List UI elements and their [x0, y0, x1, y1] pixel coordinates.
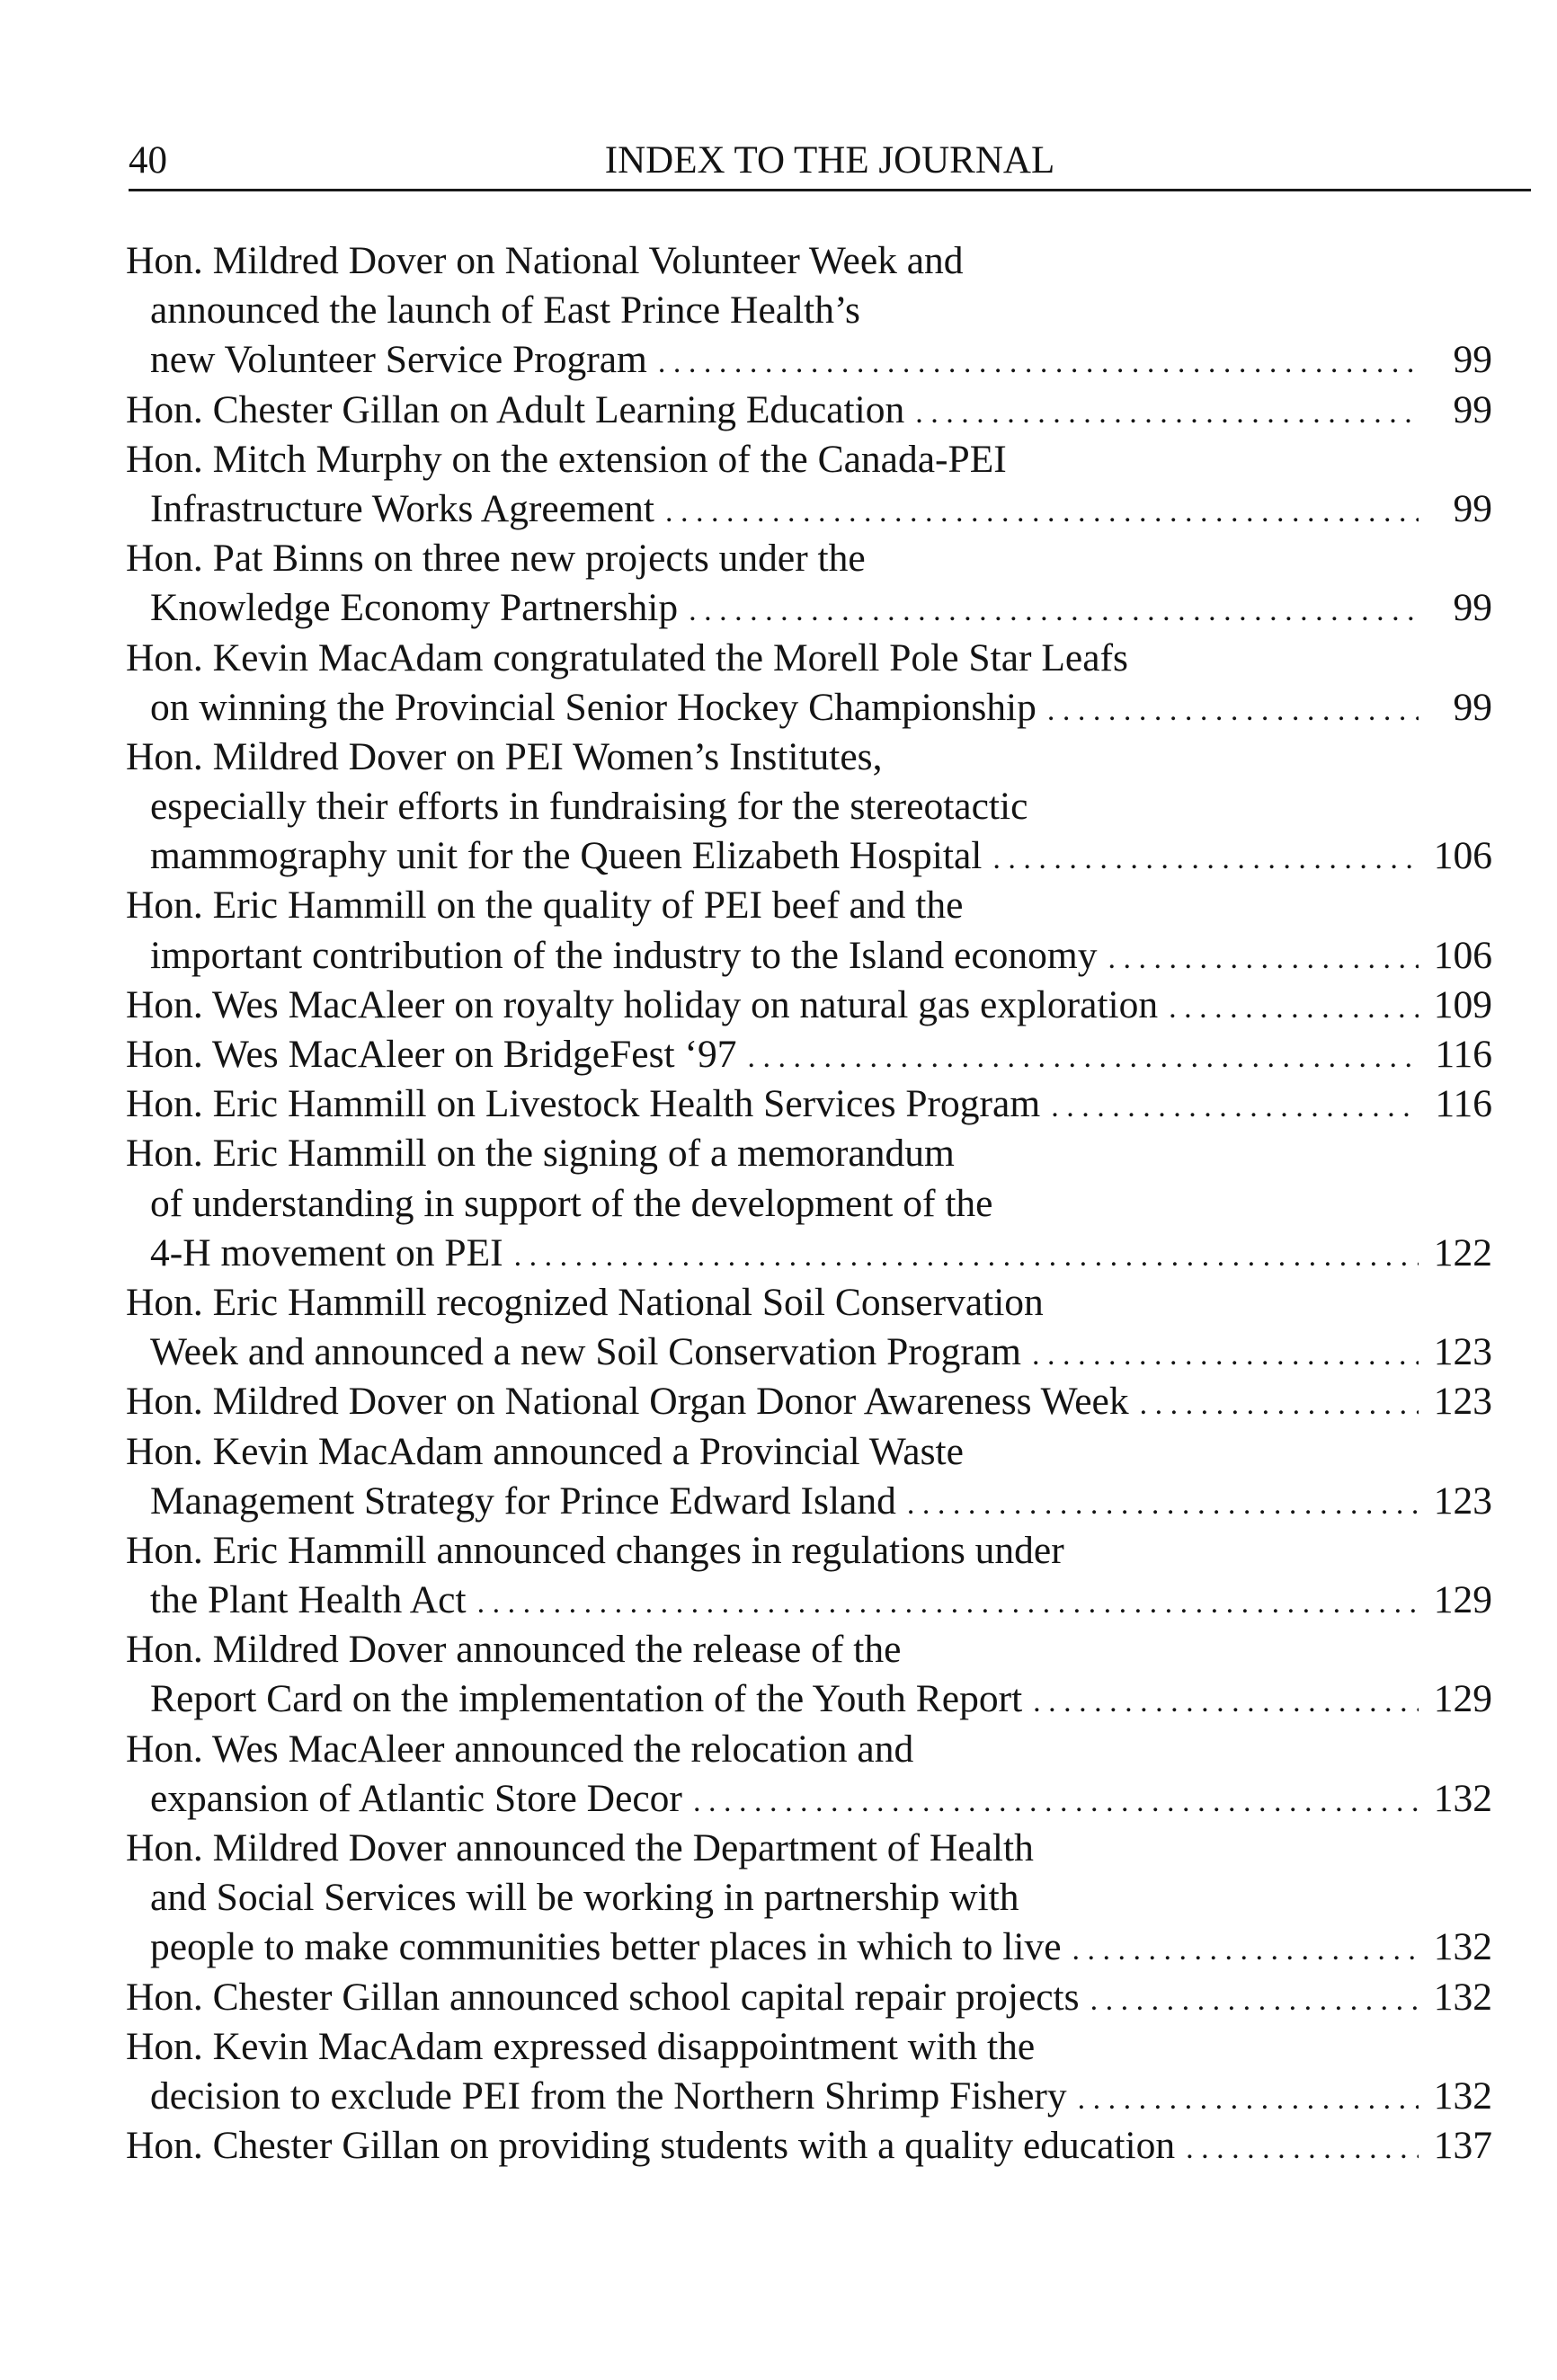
entry-line: Hon. Mildred Dover announced the release of the — [126, 1628, 902, 1672]
entry-final-line — [126, 1973, 1492, 2022]
page-reference: 99 — [1453, 586, 1492, 630]
entry-line: Hon. Mitch Murphy on the extension of the Canada-PEI — [126, 437, 1007, 481]
running-title: INDEX TO THE JOURNAL — [604, 139, 1055, 182]
entry-line: Hon. Wes MacAleer on royalty holiday on natural gas exploration — [126, 982, 1159, 1026]
dot-leader — [477, 1578, 1419, 1628]
entry-line: Report Card on the implementation of the Youth Report — [150, 1677, 1023, 1721]
page-reference: 132 — [1433, 1925, 1492, 1969]
entry-line: Infrastructure Works Agreement — [150, 486, 654, 530]
index-entry — [126, 981, 1492, 1030]
entry-line: Hon. Wes MacAleer announced the relocation and — [126, 1727, 914, 1771]
entry-line: Hon. Mildred Dover announced the Department of Health — [126, 1826, 1034, 1869]
page-reference: 99 — [1453, 387, 1492, 431]
entry-line: 4-H movement on PEI — [150, 1230, 503, 1274]
index-entry — [126, 1377, 1492, 1426]
entry-final-line — [126, 1328, 1492, 1377]
page-reference: 99 — [1453, 685, 1492, 729]
dot-leader — [992, 834, 1419, 884]
page-reference: 122 — [1433, 1230, 1492, 1274]
entry-line: Hon. Chester Gillan announced school capital repair projects — [126, 1975, 1080, 2019]
index-entry — [126, 1625, 1492, 1724]
dot-leader — [1090, 1976, 1419, 2025]
entry-line: Management Strategy for Prince Edward Island — [150, 1479, 896, 1523]
entry-final-line — [126, 931, 1492, 981]
index-entry — [126, 1824, 1492, 1973]
entry-line: expansion of Atlantic Store Decor — [150, 1776, 682, 1820]
dot-leader — [514, 1231, 1419, 1281]
page-reference: 129 — [1433, 1677, 1492, 1721]
index-entry — [126, 634, 1492, 733]
entry-line: Hon. Mildred Dover on National Volunteer Week and — [126, 239, 964, 282]
entry-final-line — [126, 1774, 1492, 1824]
entry-final-line — [126, 386, 1492, 435]
page-reference: 99 — [1453, 338, 1492, 382]
entry-line: and Social Services will be working in partnership with — [150, 1876, 1019, 1920]
index-entry — [126, 1973, 1492, 2022]
entry-line: especially their efforts in fundraising for the stereotactic — [150, 785, 1028, 829]
dot-leader — [1072, 1925, 1419, 1975]
entry-final-line — [126, 1576, 1492, 1625]
index-entry — [126, 2022, 1492, 2121]
entry-final-line — [126, 583, 1492, 633]
entry-final-line — [126, 1377, 1492, 1426]
entry-line: Hon. Mildred Dover on PEI Women’s Institutes, — [126, 734, 883, 778]
page-reference: 116 — [1435, 1033, 1492, 1076]
page-reference: 123 — [1433, 1479, 1492, 1523]
index-entry — [126, 1526, 1492, 1625]
dot-leader — [1078, 2074, 1419, 2124]
page-reference: 109 — [1433, 982, 1492, 1026]
entry-line: Hon. Kevin MacAdam announced a Provincial Waste — [126, 1429, 964, 1473]
entry-final-line — [126, 1674, 1492, 1724]
page-reference: 99 — [1453, 486, 1492, 530]
entry-final-line — [126, 335, 1492, 385]
entry-line: Hon. Eric Hammill on the signing of a memorandum — [126, 1132, 955, 1176]
index-entries — [126, 236, 1492, 2171]
entry-line: Hon. Mildred Dover on National Organ Donor Awareness Week — [126, 1380, 1129, 1424]
index-entry — [126, 1030, 1492, 1079]
dot-leader — [1033, 1677, 1419, 1727]
index-entry — [126, 2121, 1492, 2171]
entry-final-line — [126, 1079, 1492, 1129]
entry-line: Hon. Wes MacAleer on BridgeFest ‘97 — [126, 1033, 737, 1076]
entry-line: Hon. Eric Hammill announced changes in regulations under — [126, 1528, 1064, 1572]
page-header — [129, 124, 1531, 191]
index-entry — [126, 1427, 1492, 1526]
entry-final-line — [126, 2072, 1492, 2121]
dot-leader — [689, 586, 1419, 635]
page-reference: 123 — [1433, 1380, 1492, 1424]
index-entry — [126, 386, 1492, 435]
index-entry — [126, 236, 1492, 386]
page-number: 40 — [129, 139, 167, 182]
page-reference: 106 — [1433, 834, 1492, 878]
entry-line: Hon. Pat Binns on three new projects under the — [126, 537, 866, 581]
entry-final-line — [126, 981, 1492, 1030]
dot-leader — [1051, 1082, 1419, 1132]
entry-line: on winning the Provincial Senior Hockey Championship — [150, 685, 1037, 729]
dot-leader — [1186, 2124, 1419, 2173]
dot-leader — [915, 388, 1419, 438]
dot-leader — [1047, 686, 1419, 735]
entry-line: Hon. Chester Gillan on providing students with a quality education — [126, 2124, 1176, 2168]
entry-line: mammography unit for the Queen Elizabeth Hospital — [150, 834, 983, 878]
entry-line: of understanding in support of the development of the — [150, 1181, 993, 1225]
page-reference: 132 — [1433, 1975, 1492, 2019]
dot-leader — [1032, 1330, 1419, 1380]
dot-leader — [907, 1479, 1419, 1529]
index-entry — [126, 1278, 1492, 1377]
index-entry — [126, 534, 1492, 633]
index-entry — [126, 881, 1492, 980]
page-reference: 123 — [1433, 1330, 1492, 1374]
dot-leader — [1108, 934, 1419, 983]
page-reference: 132 — [1433, 2074, 1492, 2118]
entry-line: Hon. Eric Hammill on the quality of PEI beef and the — [126, 884, 964, 928]
entry-line: Hon. Kevin MacAdam congratulated the Morell Pole Star Leafs — [126, 635, 1128, 679]
entry-line: decision to exclude PEI from the Northern Shrimp Fishery — [150, 2074, 1067, 2118]
entry-line: Hon. Kevin MacAdam expressed disappointment with the — [126, 2024, 1036, 2068]
index-entry — [126, 435, 1492, 534]
entry-line: Knowledge Economy Partnership — [150, 586, 679, 630]
index-entry — [126, 1129, 1492, 1278]
index-entry — [126, 1079, 1492, 1129]
page-reference: 129 — [1433, 1578, 1492, 1622]
entry-line: important contribution of the industry to the Island economy — [150, 933, 1098, 977]
page-reference: 106 — [1433, 933, 1492, 977]
entry-line: Hon. Eric Hammill on Livestock Health Services Program — [126, 1082, 1041, 1126]
page-reference: 116 — [1435, 1082, 1492, 1126]
entry-final-line — [126, 1923, 1492, 1972]
dot-leader — [1140, 1380, 1419, 1429]
dot-leader — [1169, 983, 1419, 1033]
page-reference: 132 — [1433, 1776, 1492, 1820]
dot-leader — [665, 487, 1419, 537]
entry-final-line — [126, 1477, 1492, 1526]
entry-line: Hon. Eric Hammill recognized National Soil Conservation — [126, 1280, 1044, 1324]
entry-final-line — [126, 2121, 1492, 2171]
page-reference: 137 — [1433, 2124, 1492, 2168]
index-entry — [126, 1725, 1492, 1824]
dot-leader — [693, 1777, 1419, 1826]
entry-line: Hon. Chester Gillan on Adult Learning Education — [126, 387, 905, 431]
entry-line: new Volunteer Service Program — [150, 338, 647, 382]
entry-final-line — [126, 831, 1492, 881]
entry-final-line — [126, 1030, 1492, 1079]
entry-final-line — [126, 1229, 1492, 1278]
entry-final-line — [126, 484, 1492, 534]
entry-line: announced the launch of East Prince Health’s — [150, 289, 860, 333]
dot-leader — [658, 338, 1419, 387]
index-entry — [126, 733, 1492, 882]
entry-line: people to make communities better places in which to live — [150, 1925, 1062, 1969]
entry-final-line — [126, 683, 1492, 733]
dot-leader — [747, 1033, 1419, 1082]
entry-line: the Plant Health Act — [150, 1578, 467, 1622]
entry-line: Week and announced a new Soil Conservation Program — [150, 1330, 1021, 1374]
